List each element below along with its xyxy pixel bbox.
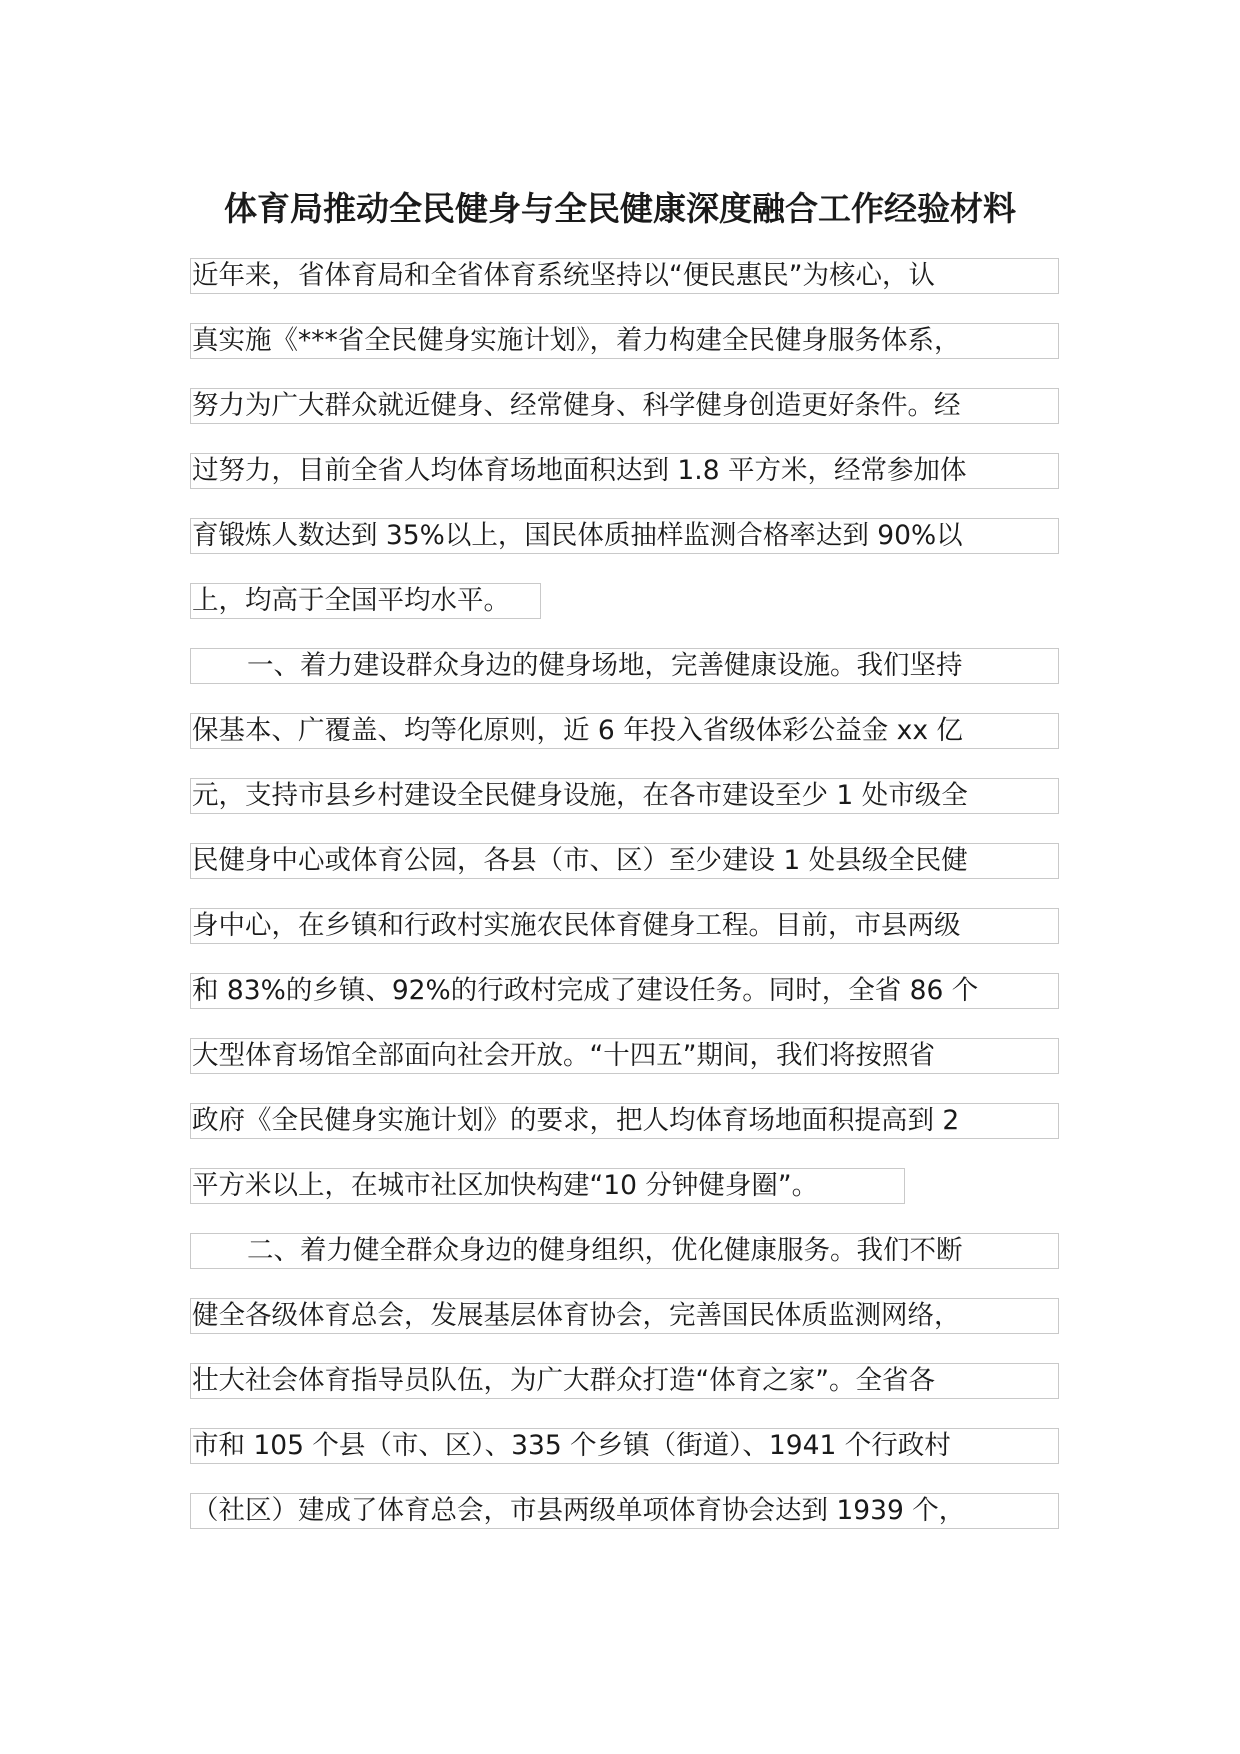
- text-line: （社区）建成了体育总会，市县两级单项体育协会达到 1939 个，: [190, 1493, 1059, 1529]
- text-line: 二、着力健全群众身边的健身组织，优化健康服务。我们不断: [190, 1233, 1059, 1269]
- text-line: 元，支持市县乡村建设全民健身设施，在各市建设至少 1 处市级全: [190, 778, 1059, 814]
- text-line: 身中心，在乡镇和行政村实施农民体育健身工程。目前，市县两级: [190, 908, 1059, 944]
- text-line: 上，均高于全国平均水平。: [190, 583, 541, 619]
- text-line: 努力为广大群众就近健身、经常健身、科学健身创造更好条件。经: [190, 388, 1059, 424]
- text-line: 政府《全民健身实施计划》的要求，把人均体育场地面积提高到 2: [190, 1103, 1059, 1139]
- text-line: 育锻炼人数达到 35%以上，国民体质抽样监测合格率达到 90%以: [190, 518, 1059, 554]
- text-line: 市和 105 个县（市、区）、335 个乡镇（街道）、1941 个行政村: [190, 1428, 1059, 1464]
- text-line: 真实施《***省全民健身实施计划》，着力构建全民健身服务体系，: [190, 323, 1059, 359]
- text-line: 壮大社会体育指导员队伍，为广大群众打造“体育之家”。全省各: [190, 1363, 1059, 1399]
- text-line: 一、着力建设群众身边的健身场地，完善健康设施。我们坚持: [190, 648, 1059, 684]
- text-line: 保基本、广覆盖、均等化原则，近 6 年投入省级体彩公益金 xx 亿: [190, 713, 1059, 749]
- document-title: 体育局推动全民健身与全民健康深度融合工作经验材料: [224, 189, 1016, 228]
- text-line: 和 83%的乡镇、92%的行政村完成了建设任务。同时，全省 86 个: [190, 973, 1059, 1009]
- text-line: 大型体育场馆全部面向社会开放。“十四五”期间，我们将按照省: [190, 1038, 1059, 1074]
- text-line: 健全各级体育总会，发展基层体育协会，完善国民体质监测网络，: [190, 1298, 1059, 1334]
- text-line: 近年来，省体育局和全省体育系统坚持以“便民惠民”为核心，认: [190, 258, 1059, 294]
- text-line: 民健身中心或体育公园，各县（市、区）至少建设 1 处县级全民健: [190, 843, 1059, 879]
- text-line: 过努力，目前全省人均体育场地面积达到 1.8 平方米，经常参加体: [190, 453, 1059, 489]
- text-line: 平方米以上，在城市社区加快构建“10 分钟健身圈”。: [190, 1168, 905, 1204]
